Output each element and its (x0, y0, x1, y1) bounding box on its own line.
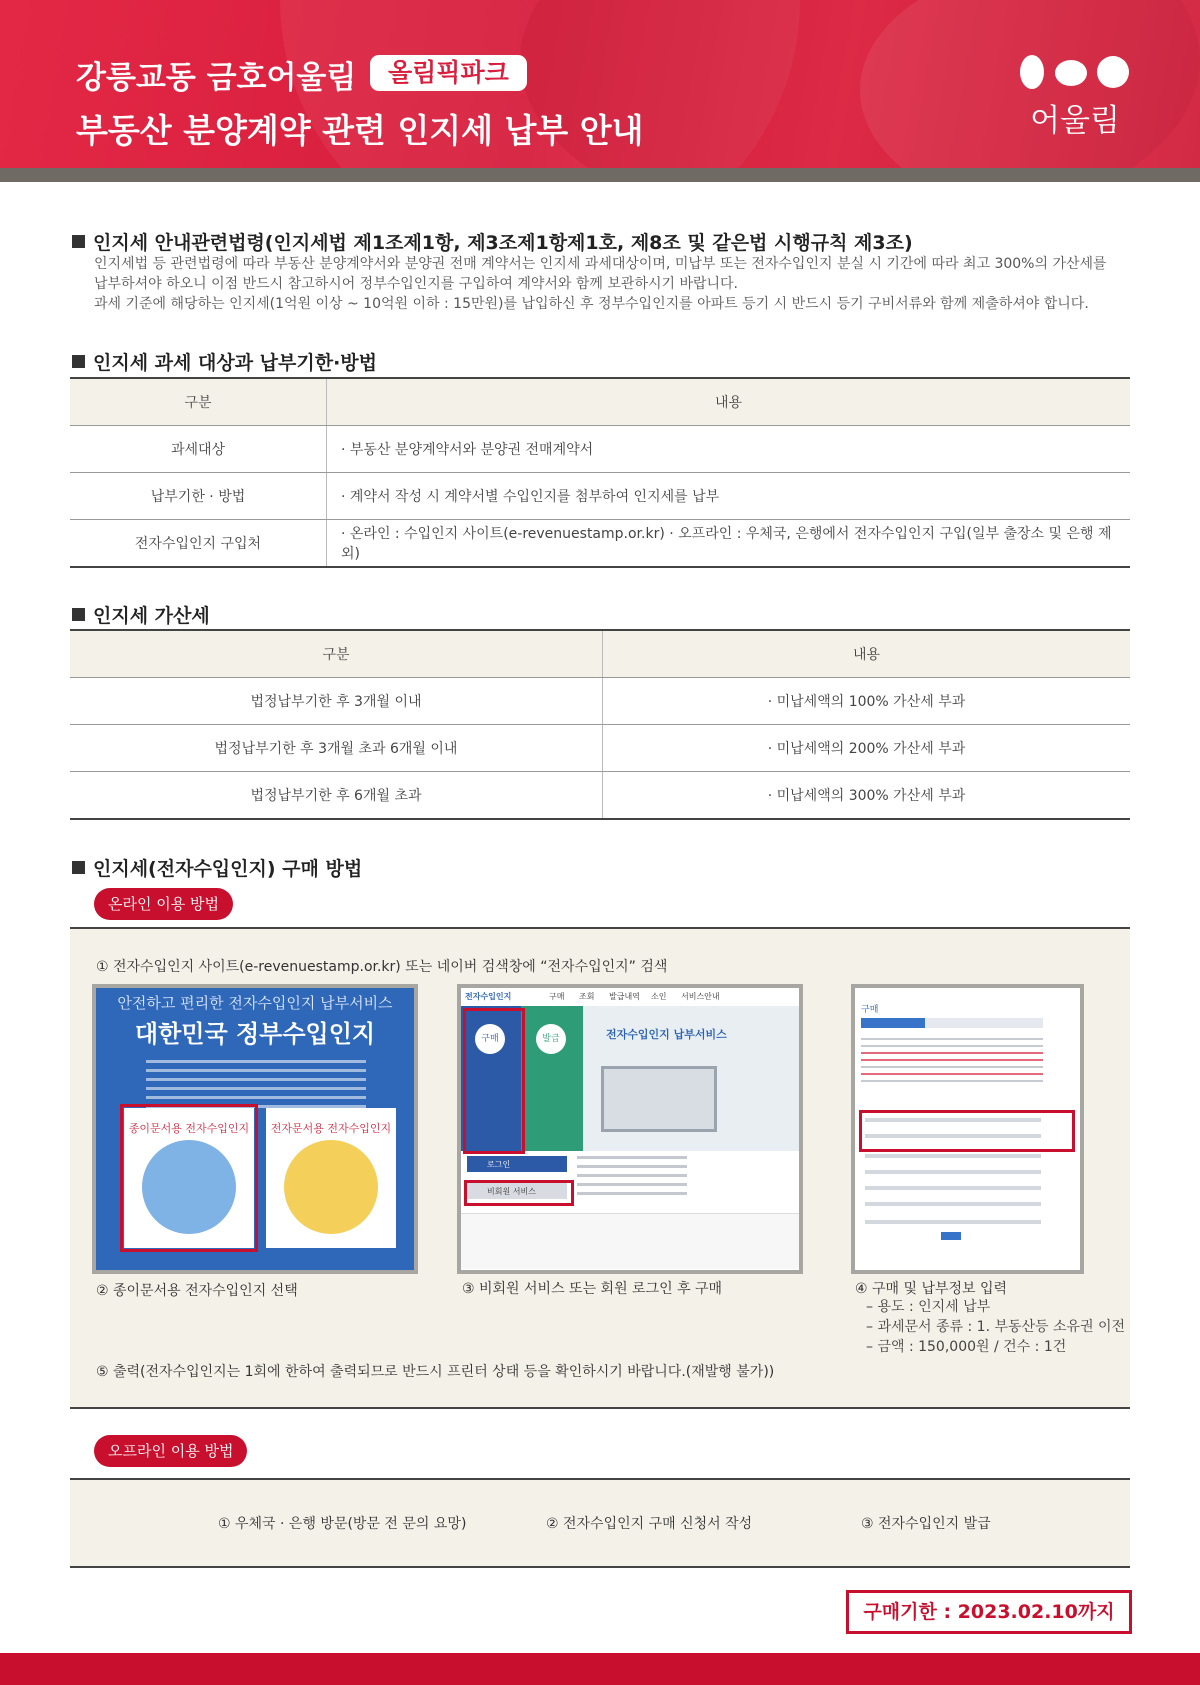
step4-detail: – 금액 : 150,000원 / 건수 : 1건 (866, 1339, 1067, 1355)
logo-dot (1020, 55, 1044, 89)
table-row (70, 426, 1130, 473)
form-row (865, 1202, 1041, 1206)
step4-detail: – 과세문서 종류 : 1. 부동산등 소유권 이전 (866, 1319, 1126, 1335)
offline-step: ③ 전자수입인지 발급 (861, 1516, 991, 1532)
form-row (865, 1118, 1041, 1122)
intro-title (72, 228, 913, 255)
table-header-row (70, 630, 1130, 678)
selection-highlight (463, 1008, 525, 1154)
confirm-button (941, 1232, 961, 1240)
square-bullet-icon (72, 608, 85, 621)
online-step-4: ④ 구매 및 납부정보 입력 (855, 1281, 1008, 1297)
table-cell: 법정납부기한 후 3개월 초과 6개월 이내 (70, 725, 603, 772)
seal-illustration-icon (284, 1140, 378, 1234)
site-nav (461, 988, 799, 1007)
selection-highlight (464, 1180, 574, 1206)
table-row (70, 772, 1130, 820)
nav-item: 조회 (579, 992, 595, 1001)
logo-text: 어울림 (1030, 103, 1120, 139)
square-bullet-icon (72, 235, 85, 248)
penalty-table (70, 629, 1130, 820)
square-bullet-icon (72, 355, 85, 368)
column-header: 내용 (603, 630, 1131, 678)
screenshot-heading: 안전하고 편리한 전자수입인지 납부서비스 (117, 994, 393, 1012)
table-cell: · 미납세액의 300% 가산세 부과 (603, 772, 1131, 820)
table-cell: · 미납세액의 200% 가산세 부과 (603, 725, 1131, 772)
notice-list (577, 1156, 687, 1201)
hero-text: 전자수입인지 납부서비스 (606, 1028, 727, 1041)
offline-method-label: 오프라인 이용 방법 (94, 1435, 247, 1467)
step4-detail: – 용도 : 인지세 납부 (866, 1299, 991, 1315)
table-cell: 법정납부기한 후 3개월 이내 (70, 678, 603, 725)
site-footer (461, 1213, 799, 1269)
header-badge: 올림픽파크 (370, 55, 527, 91)
login-label: 로그인 (487, 1160, 511, 1169)
card-title: 종이문서용 전자수입인지 (128, 1122, 250, 1135)
offline-step: ① 우체국 · 은행 방문(방문 전 문의 요망) (218, 1516, 467, 1532)
form-title: 구매 (861, 1005, 879, 1015)
buy-button: 구매 (475, 1024, 505, 1054)
table-row (70, 725, 1130, 772)
table-cell: 법정납부기한 후 6개월 초과 (70, 772, 603, 820)
nav-item: 발급내역 (609, 992, 640, 1001)
form-row (865, 1134, 1041, 1138)
table1-title-text: 인지세 과세 대상과 납부기한·방법 (93, 352, 378, 374)
table2-title-text: 인지세 가산세 (93, 605, 210, 627)
form-row (865, 1220, 1041, 1224)
online-step-3: ③ 비회원 서비스 또는 회원 로그인 후 구매 (462, 1281, 723, 1297)
screenshot-stamp-type-select (92, 984, 418, 1274)
table2-title (72, 601, 210, 628)
selection-highlight (859, 1110, 1075, 1152)
site-logo: 전자수입인지 (465, 992, 512, 1001)
login-button (467, 1156, 567, 1172)
table-cell: 과세대상 (70, 426, 327, 473)
column-header: 구분 (70, 630, 603, 678)
form-row (865, 1154, 1041, 1158)
brand-logo (1015, 55, 1135, 139)
table-header-row (70, 378, 1130, 426)
nav-item: 소인 (651, 992, 667, 1001)
card-title: 전자문서용 전자수입인지 (270, 1122, 392, 1135)
table-cell: · 온라인 : 수입인지 사이트(e-revenuestamp.or.kr) · 오프라인 : 우체국, 은행에서 전자수입인지 구입(일부 출장소 및 은행 제외) (327, 520, 1131, 568)
screenshot-purchase-form (851, 984, 1084, 1274)
intro-text (94, 254, 1124, 314)
table-cell: 납부기한 · 방법 (70, 473, 327, 520)
online-step-2: ② 종이문서용 전자수입인지 선택 (96, 1283, 298, 1299)
form-row (865, 1186, 1041, 1190)
table-cell: · 계약서 작성 시 계약서별 수입인지를 첨부하여 인지세를 납부 (327, 473, 1131, 520)
intro-title-text: 인지세 안내관련법령(인지세법 제1조제1항, 제3조제1항제1호, 제8조 및 같은법 시행규칙 제3조) (93, 232, 913, 254)
nav-item: 서비스안내 (681, 992, 720, 1001)
table-row (70, 678, 1130, 725)
screenshot-text-block (146, 1060, 366, 1110)
table-row (70, 473, 1130, 520)
form-row (865, 1170, 1041, 1174)
electronic-stamp-card (266, 1108, 396, 1248)
screenshot-title: 대한민국 정부수입인지 (134, 1020, 376, 1048)
online-step-1: ① 전자수입인지 사이트(e-revenuestamp.or.kr) 또는 네이버 검색창에 “전자수입인지” 검색 (96, 959, 668, 975)
column-header: 내용 (327, 378, 1131, 426)
table-row (70, 520, 1130, 568)
step4-details (866, 1297, 1125, 1357)
table1-title (72, 348, 377, 375)
table-cell: · 부동산 분양계약서와 분양권 전매계약서 (327, 426, 1131, 473)
laptop-illustration-icon (601, 1066, 717, 1132)
logo-dot (1097, 56, 1129, 88)
selection-highlight (120, 1104, 258, 1252)
guest-label: 비회원 서비스 (487, 1187, 536, 1196)
header-title-line2: 부동산 분양계약 관련 인지세 납부 안내 (76, 111, 644, 150)
column-header: 구분 (70, 378, 327, 426)
header-banner (0, 0, 1200, 168)
table-cell: · 미납세액의 100% 가산세 부과 (603, 678, 1131, 725)
footer-bar (0, 1653, 1200, 1685)
issue-panel (521, 1006, 583, 1151)
table-cell: 전자수입인지 구입처 (70, 520, 327, 568)
intro-line: 인지세법 등 관련법령에 따라 부동산 분양계약서와 분양권 전매 계약서는 인지세 과세대상이며, 미납부 또는 전자수입인지 분실 시 기간에 따라 최고 300%의 가산세를 (94, 256, 1107, 272)
intro-line: 과세 기준에 해당하는 인지세(1억원 이상 ~ 10억원 이하 : 15만원)를 납입하신 후 정부수입인지를 아파트 등기 시 반드시 등기 구비서류와 함께 제출하셔야 합니다. (94, 296, 1089, 312)
purchase-deadline: 구매기한 : 2023.02.10까지 (846, 1590, 1132, 1634)
square-bullet-icon (72, 861, 85, 874)
online-step-5: ⑤ 출력(전자수입인지는 1회에 한하여 출력되므로 반드시 프린터 상태 등을 확인하시기 바랍니다.(재발행 불가)) (96, 1364, 775, 1380)
header-title-line1: 강릉교동 금호어울림 (76, 60, 357, 96)
screenshot-site-home (457, 984, 803, 1274)
nav-item: 구매 (549, 992, 565, 1001)
purchase-title (72, 854, 362, 881)
offline-step: ② 전자수입인지 구매 신청서 작성 (546, 1516, 753, 1532)
logo-dot (1055, 60, 1087, 86)
intro-line: 납부하셔야 하오니 이점 반드시 참고하시어 정부수입인지를 구입하여 계약서와 함께 보관하시기 바랍니다. (94, 276, 739, 292)
online-method-label: 온라인 이용 방법 (94, 888, 233, 920)
tax-target-table (70, 377, 1130, 568)
form-notice (861, 1038, 1043, 1087)
purchase-title-text: 인지세(전자수입인지) 구매 방법 (93, 858, 363, 880)
form-steps (861, 1018, 1043, 1028)
issue-button: 발급 (536, 1024, 566, 1054)
header-strip (0, 168, 1200, 182)
